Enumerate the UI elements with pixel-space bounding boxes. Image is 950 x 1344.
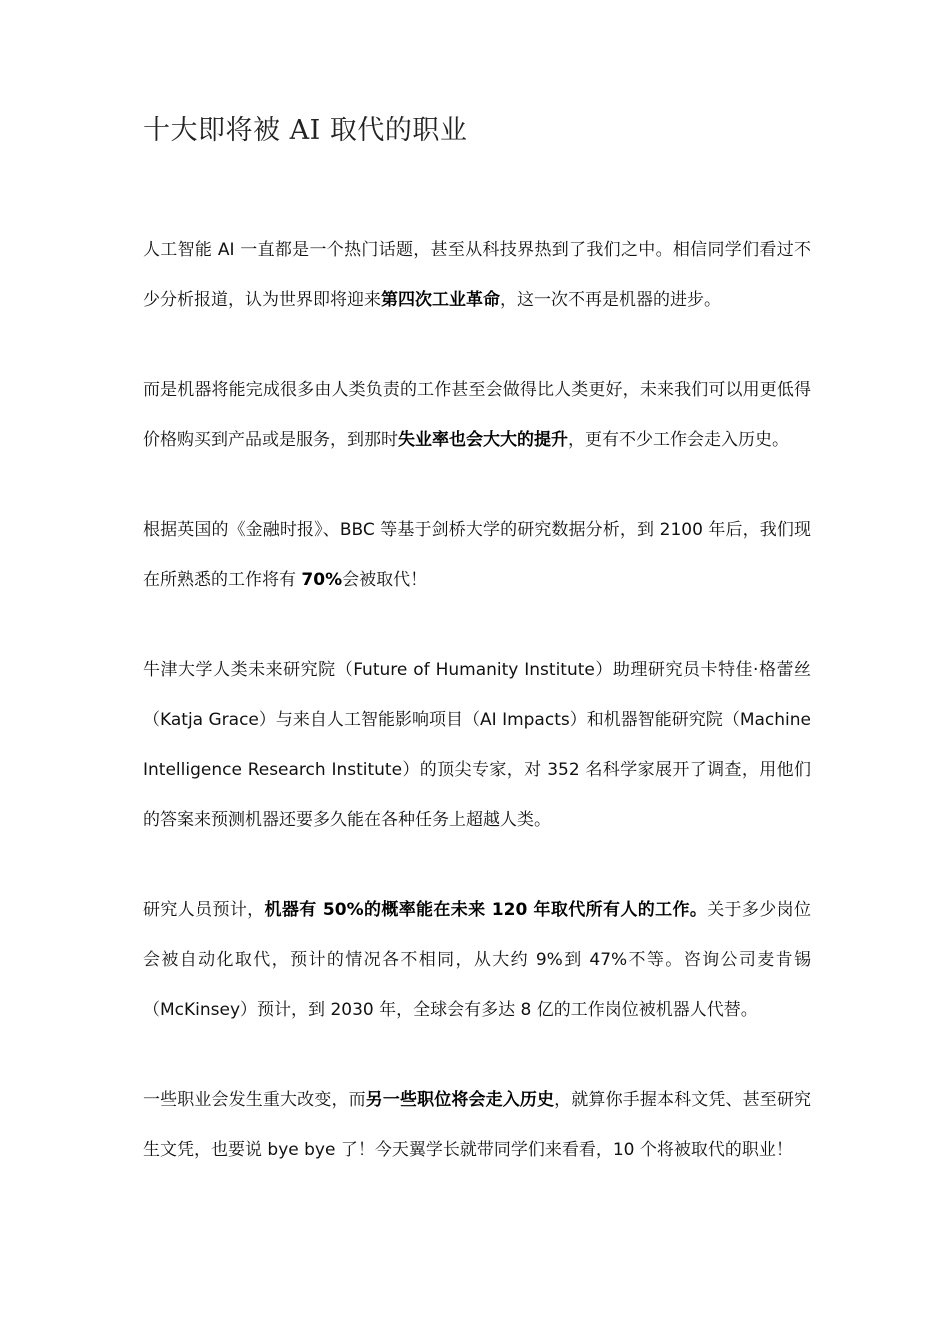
paragraph-financial-times [143, 505, 811, 605]
paragraph-text: 关于多少岗位会被自动化取代，预计的情况各不相同，从大约 9%到 47%不等。咨询公司麦肯锡（McKinsey）预计，到 2030 年，全球会有多达 8 亿的工作岗位被机器人代替。 [143, 900, 812, 1020]
document-title: 十大即将被 AI 取代的职业 [143, 115, 468, 146]
bold-phrase: 失业率也会大大的提升 [398, 430, 568, 450]
paragraph-text: 根据英国的《金融时报》、BBC 等基于剑桥大学的研究数据分析，到 2100 年后，我们现在所熟悉的工作将有 [143, 520, 811, 590]
paragraph-text: 一些职业会发生重大改变，而 [143, 1090, 366, 1110]
paragraph-text: 研究人员预计， [143, 900, 265, 920]
paragraph-text: 牛津大学人类未来研究院（Future of Humanity Institute）助理研究员卡特佳·格蕾丝（Katja Grace）与来自人工智能影响项目（AI Impacts）和机器智能研究院（Machine Intelligence Research Institute）的顶尖专家，对 352 名科学家展开了调查，用他们的答案来预测机器还要多久能在各种任务上超越人类。 [143, 660, 811, 830]
bold-phrase: 第四次工业革命 [381, 290, 500, 310]
paragraph-text: ，这一次不再是机器的进步。 [500, 290, 721, 310]
paragraph-oxford-survey [143, 645, 811, 845]
paragraph-machines [143, 365, 811, 465]
paragraph-conclusion [143, 1075, 811, 1175]
paragraph-intro [143, 225, 811, 325]
document-body [143, 225, 811, 1215]
paragraph-predictions [143, 885, 811, 1035]
paragraph-text: 人工智能 AI 一直都是一个热门话题，甚至从科技界热到了我们之中。相信同学们看过不少分析报道，认为世界即将迎来 [143, 240, 811, 310]
paragraph-text: ，更有不少工作会走入历史。 [568, 430, 789, 450]
paragraph-text: 会被取代！ [342, 570, 428, 590]
paragraph-text: 而是机器将能完成很多由人类负责的工作甚至会做得比人类更好，未来我们可以用更低得价格购买到产品或是服务，到那时 [143, 380, 811, 450]
bold-phrase: 70% [301, 570, 343, 590]
bold-phrase: 机器有 50%的概率能在未来 120 年取代所有人的工作。 [264, 900, 708, 920]
bold-phrase: 另一些职位将会走入历史 [365, 1090, 555, 1110]
paragraph-text: ，就算你手握本科文凭、甚至研究生文凭，也要说 bye bye 了！今天翼学长就带同学们来看看，10 个将被取代的职业！ [143, 1090, 812, 1160]
